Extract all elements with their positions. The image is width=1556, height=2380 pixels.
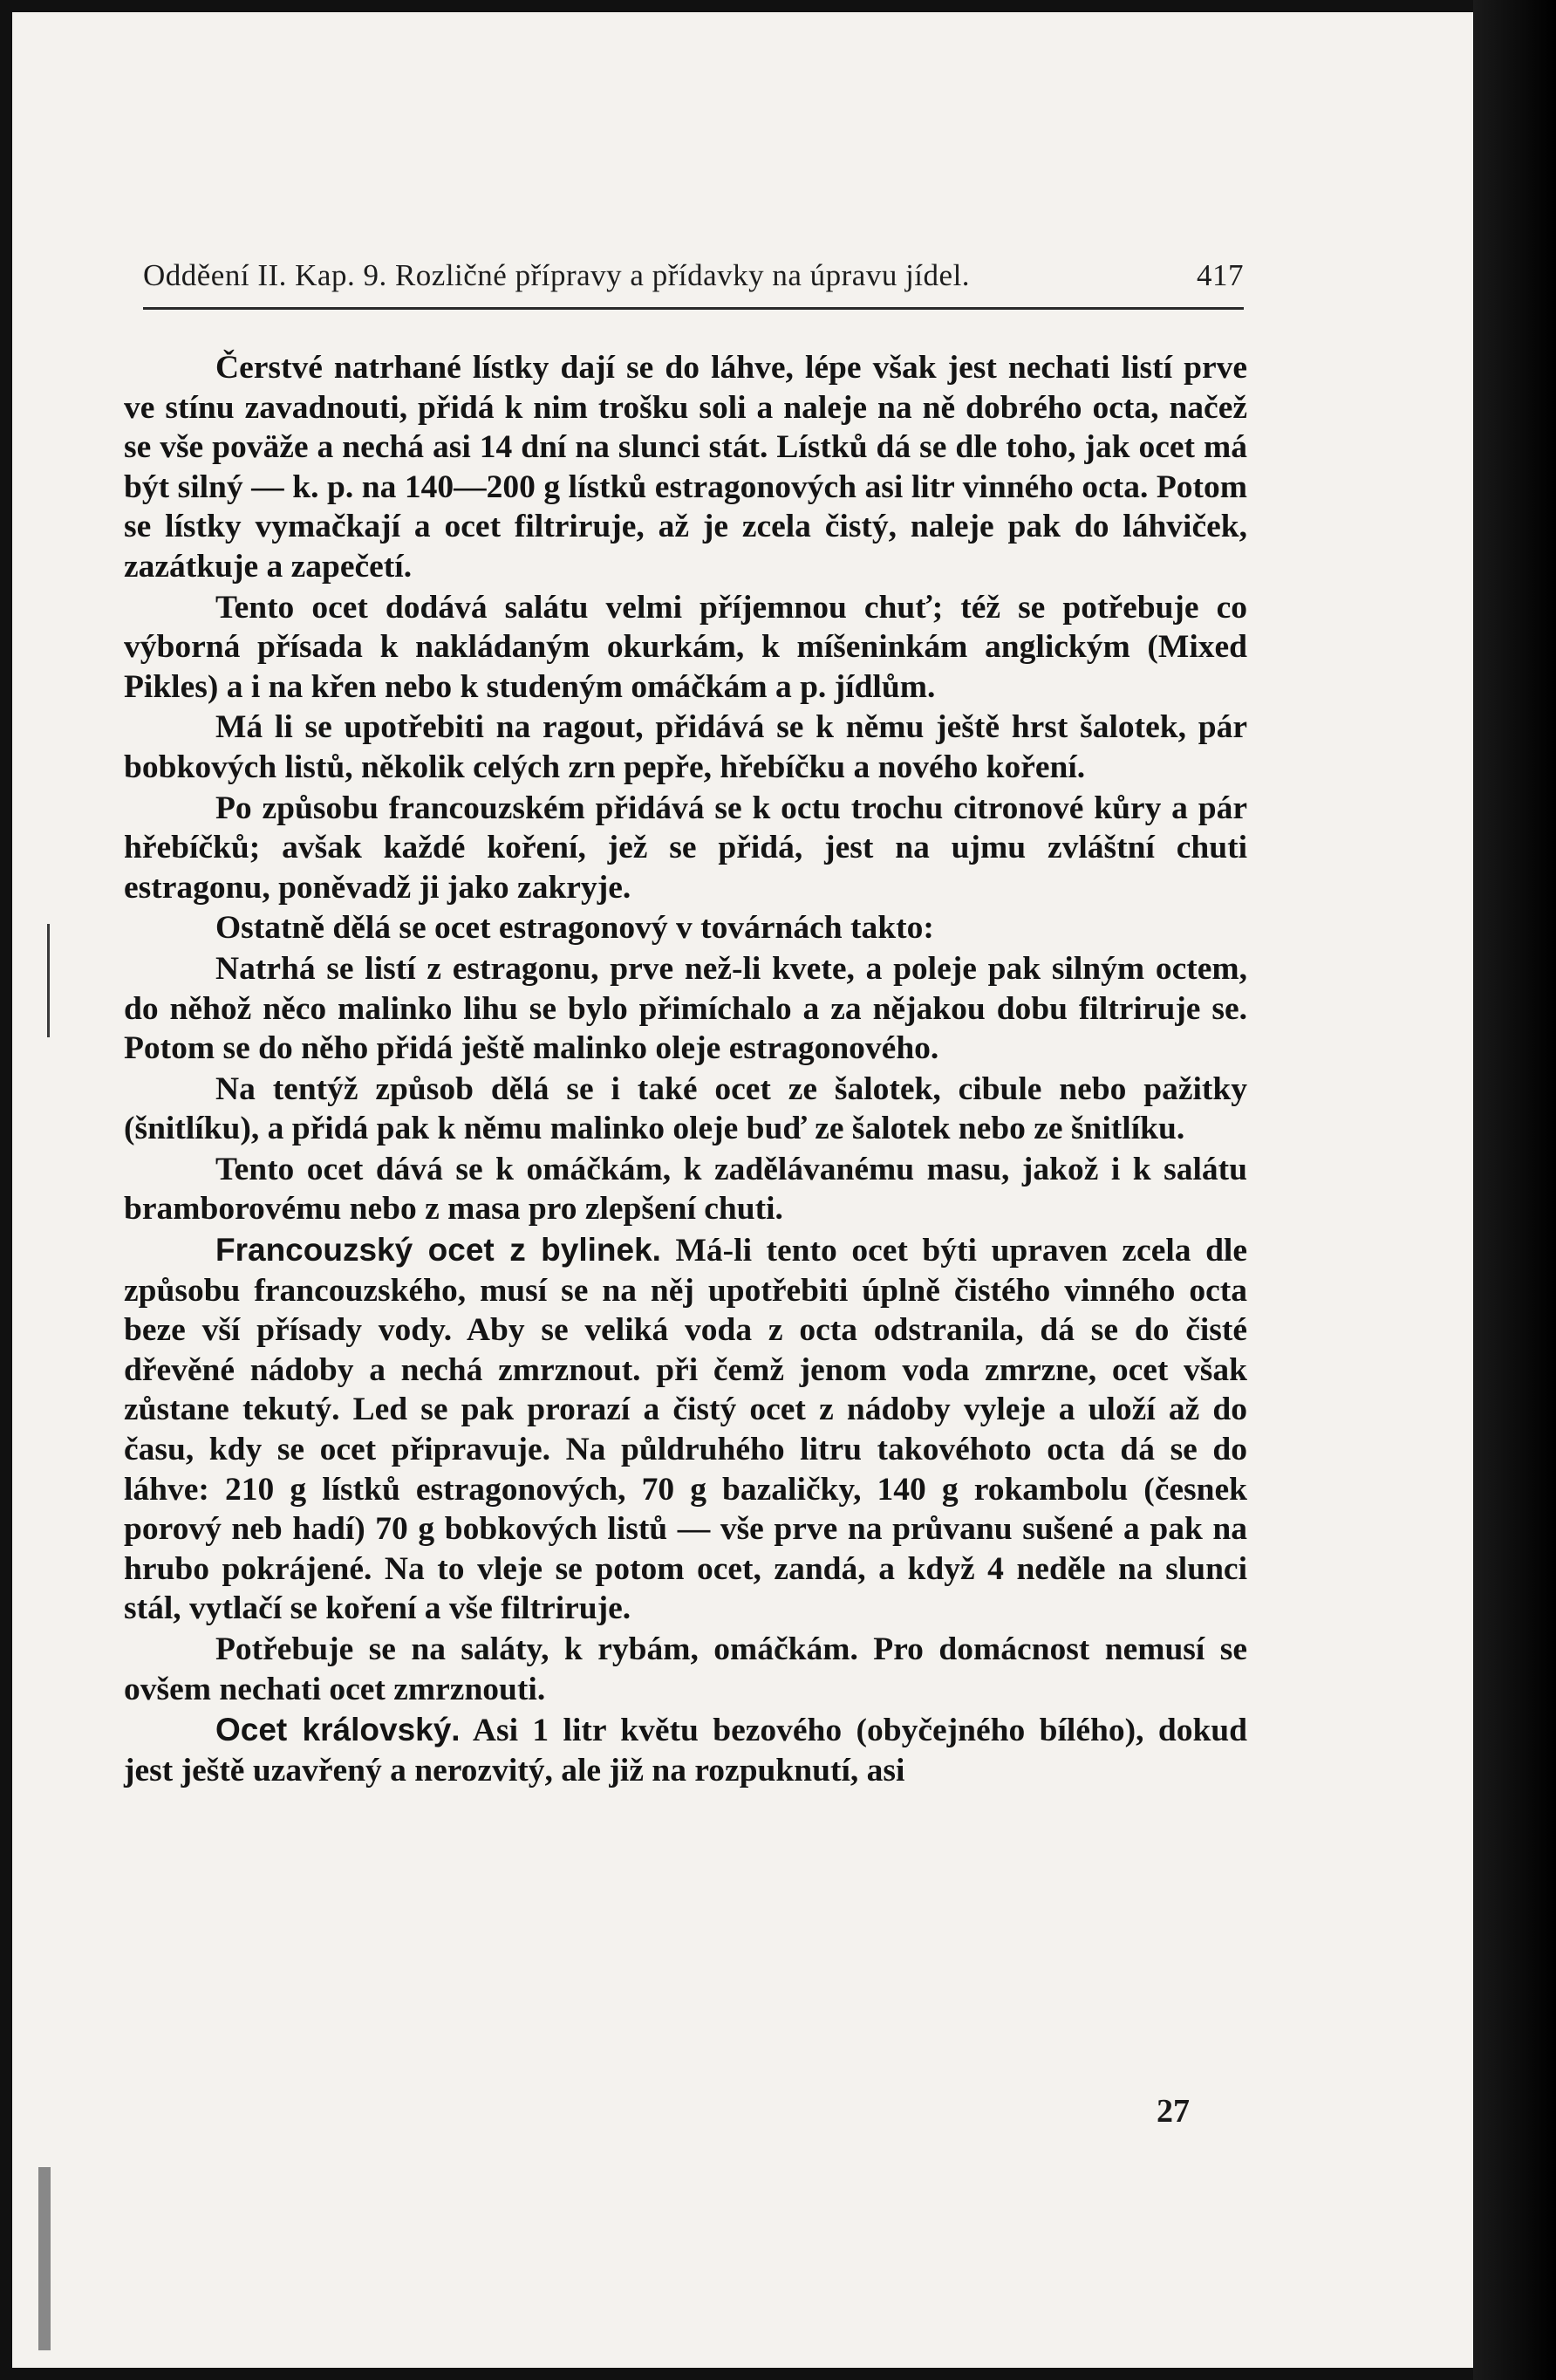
paragraph-text: Má-li tento ocet býti upraven zcela dle způsobu francouzského, musí se na něj upotřebiti úplně čistého vinného octa beze vší přísady vody. Aby se veliká voda z octa odstranila, dá se do čisté dřevěné nádoby a nechá zmrznout. při čemž jenom voda zmrzne, ocet však zůstane tekutý. Led se pak prorazí a čistý ocet z nádoby vyleje a uloží až do času, kdy se ocet připravuje. Na půldruhého litru takovéhoto octa dá se do láhve: 210 g lístků estragonových, 70 g bazaličky, 140 g rokambolu (česnek porový neb hadí) 70 g bobkových listů — vše prve na průvanu sušené a pak na hrubo pokrájené. Na to vleje se potom ocet, zandá, a když 4 neděle na slunci stál, vytlačí se koření a vše filtriruje.	[124, 1233, 1247, 1627]
header-title: Odděení II. Kap. 9. Rozličné přípravy a přídavky na úpravu jídel.	[143, 258, 971, 292]
margin-mark	[47, 924, 50, 1037]
paragraph	[124, 789, 1247, 908]
paragraph-text: Natrhá se listí z estragonu, prve než-li kvete, a poleje pak silným octem, do něhož něco malinko lihu se bylo přimíchalo a za nějakou dobu filtriruje se. Potom se do něho přidá ještě malinko oleje estragonového.	[124, 950, 1247, 1067]
paragraph	[124, 1150, 1247, 1229]
book-page	[12, 12, 1473, 2368]
paragraph-lead: Francouzský ocet z bylinek.	[215, 1232, 661, 1269]
header-page-number: 417	[1197, 258, 1244, 292]
paragraph-text: Po způsobu francouzském přidává se k octu trochu citronové kůry a pár hřebíčků; avšak každé koření, jež se přidá, jest na ujmu zvláštní chuti estragonu, poněvadž ji jako zakryje.	[124, 790, 1247, 906]
paragraph	[124, 1710, 1247, 1790]
paragraph	[124, 1070, 1247, 1149]
paragraph-text: Čerstvé natrhané lístky dají se do láhve, lépe však jest nechati listí prve ve stínu zavadnouti, přidá k nim trošku soli a naleje na ně dobrého octa, načež se vše poväže a nechá asi 14 dní na slunci stát. Lístků dá se dle toho, jak ocet má být silný — k. p. na 140—200 g lístků estragonových asi litr vinného octa. Potom se lístky vymačkají a ocet filtriruje, až je zcela čistý, naleje pak do láhviček, zazátkuje a zapečetí.	[124, 350, 1247, 585]
header-rule	[143, 307, 1244, 310]
scan-border	[1473, 0, 1556, 2380]
paragraph-text: Ostatně dělá se ocet estragonový v továrnách takto:	[215, 910, 934, 947]
paragraph-lead: Ocet královský.	[215, 1712, 461, 1748]
paragraph-text: Tento ocet dodává salátu velmi příjemnou chuť; též se potřebuje co výborná přísada k nakládaným okurkám, k míšeninkám anglickým (Mixed Pikles) a i na křen nebo k studeným omáčkám a p. jídlům.	[124, 589, 1247, 705]
paragraph	[124, 1230, 1247, 1629]
paragraph	[124, 1630, 1247, 1709]
binding-edge	[38, 2167, 51, 2350]
paragraph	[124, 348, 1247, 587]
body-text	[124, 348, 1247, 1791]
paragraph-text: Asi 1 litr květu bezového (obyčejného bílého), dokud jest ještě uzavřený a nerozvitý, ale již na rozpuknutí, asi	[124, 1713, 1248, 1788]
paragraph-text: Na tentýž způsob dělá se i také ocet ze šalotek, cibule nebo pažitky (šnitlíku), a přidá pak k němu malinko oleje buď ze šalotek nebo ze šnitlíku.	[124, 1070, 1247, 1147]
paragraph	[124, 949, 1247, 1069]
running-header	[143, 258, 1244, 293]
paragraph-text: Potřebuje se na saláty, k rybám, omáčkám. Pro domácnost nemusí se ovšem nechati ocet zmrznouti.	[124, 1631, 1247, 1707]
paragraph	[124, 908, 1247, 948]
paragraph-text: Tento ocet dává se k omáčkám, k zadělávanému masu, jakož i k salátu bramborovému nebo z masa pro zlepšení chuti.	[124, 1151, 1247, 1228]
signature-mark: 27	[1157, 2093, 1190, 2130]
paragraph-text: Má li se upotřebiti na ragout, přidává se k němu ještě hrst šalotek, pár bobkových listů, několik celých zrn pepře, hřebíčku a nového koření.	[124, 709, 1247, 785]
paragraph	[124, 588, 1247, 708]
paragraph	[124, 708, 1247, 787]
